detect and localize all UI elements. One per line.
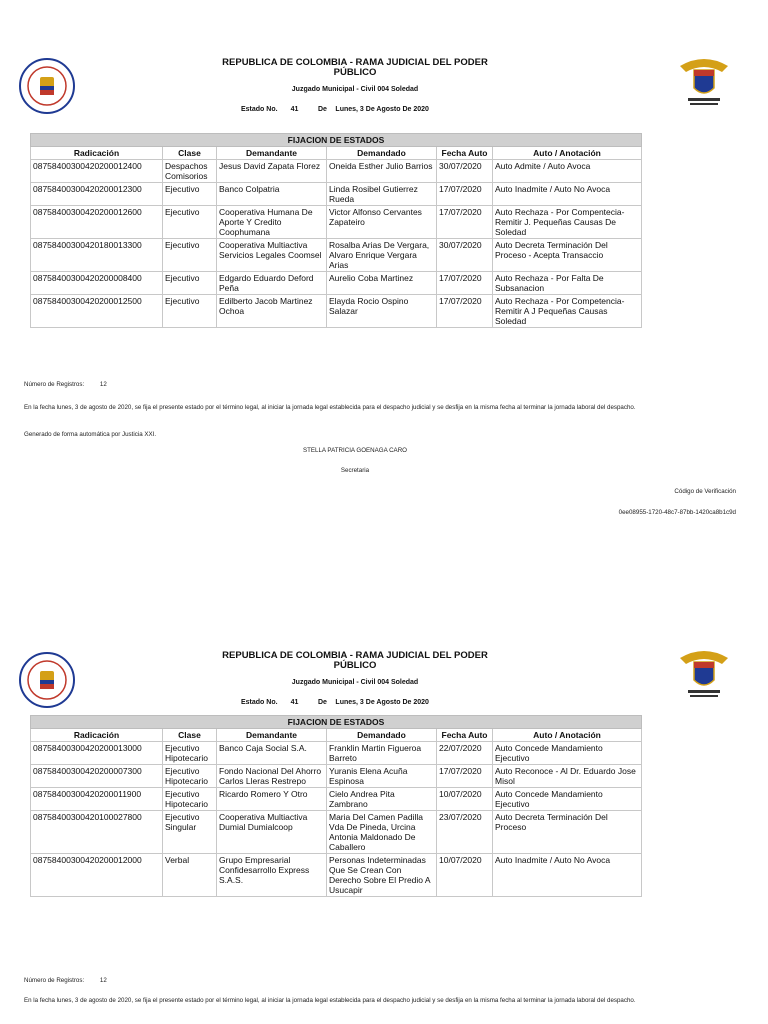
- cell-radicacion: 08758400300420200012400: [31, 160, 163, 183]
- table-row: [31, 742, 642, 765]
- table-body: [31, 742, 642, 897]
- rama-judicial-seal-icon: [18, 57, 76, 115]
- cell-demandante: Cooperativa Multiactiva Dumial Dumialcoop: [217, 811, 327, 854]
- table-row: [31, 272, 642, 295]
- cell-demandado: Personas Indeterminadas Que Se Crean Con Derecho Sobre El Predio A Usucapir: [327, 854, 437, 897]
- cell-radicacion: 08758400300420100027800: [31, 811, 163, 854]
- de-label: De: [317, 699, 327, 706]
- signer-name: STELLA PATRICIA GOENAGA CARO: [303, 447, 407, 454]
- cell-radicacion: 08758400300420200012500: [31, 295, 163, 328]
- cell-demandante: Edgardo Eduardo Deford Peña: [217, 272, 327, 295]
- cell-demandante: Grupo Empresarial Confidesarrollo Express S.A.S.: [217, 854, 327, 897]
- cell-fecha-auto: 22/07/2020: [437, 742, 493, 765]
- cell-fecha-auto: 17/07/2020: [437, 183, 493, 206]
- col-fecha-auto: Fecha Auto: [437, 729, 493, 742]
- cell-clase: Verbal: [163, 854, 217, 897]
- colombia-coat-of-arms-icon: [676, 648, 732, 700]
- cell-fecha-auto: 17/07/2020: [437, 295, 493, 328]
- cell-demandante: Edilberto Jacob Martinez Ochoa: [217, 295, 327, 328]
- cell-clase: Ejecutivo: [163, 239, 217, 272]
- estado-label: Estado No.: [241, 106, 278, 113]
- col-clase: Clase: [163, 729, 217, 742]
- table-row: [31, 854, 642, 897]
- estado-line: [241, 106, 429, 113]
- cell-demandado: Aurelio Coba Martinez: [327, 272, 437, 295]
- cell-demandante: Cooperativa Multiactiva Servicios Legales Coomsel: [217, 239, 327, 272]
- cell-demandante: Banco Colpatria: [217, 183, 327, 206]
- verification-label: Código de Verificación: [674, 488, 736, 495]
- table-caption: FIJACION DE ESTADOS: [31, 716, 642, 729]
- cell-demandado: Linda Rosibel Gutierrez Rueda: [327, 183, 437, 206]
- cell-clase: Ejecutivo Singular: [163, 811, 217, 854]
- cell-fecha-auto: 10/07/2020: [437, 788, 493, 811]
- document-title: REPUBLICA DE COLOMBIA - RAMA JUDICIAL DEL PODER PÚBLICO: [222, 57, 488, 78]
- cell-clase: Ejecutivo Hipotecario: [163, 765, 217, 788]
- verification-code: 0ee08955-1720-48c7-87bb-1420ca8b1c9d: [618, 509, 736, 516]
- cell-demandante: Jesus David Zapata Florez: [217, 160, 327, 183]
- cell-anotacion: Auto Concede Mandamiento Ejecutivo: [493, 788, 642, 811]
- cell-fecha-auto: 23/07/2020: [437, 811, 493, 854]
- cell-anotacion: Auto Reconoce - Al Dr. Eduardo Jose Misol: [493, 765, 642, 788]
- table-row: [31, 160, 642, 183]
- cell-anotacion: Auto Rechaza - Por Compentecia- Remitir J. Pequeñas Causas De Soledad: [493, 206, 642, 239]
- cell-fecha-auto: 17/07/2020: [437, 765, 493, 788]
- col-demandado: Demandado: [327, 729, 437, 742]
- col-demandado: Demandado: [327, 147, 437, 160]
- estado-date: Lunes, 3 De Agosto De 2020: [335, 106, 429, 113]
- court-name: Juzgado Municipal - Civil 004 Soledad: [291, 679, 419, 686]
- cell-demandante: Fondo Nacional Del Ahorro Carlos Lleras Restrepo: [217, 765, 327, 788]
- de-label: De: [317, 106, 327, 113]
- cell-fecha-auto: 30/07/2020: [437, 160, 493, 183]
- cell-anotacion: Auto Decreta Terminación Del Proceso: [493, 811, 642, 854]
- cell-clase: Ejecutivo: [163, 272, 217, 295]
- cell-clase: Ejecutivo: [163, 206, 217, 239]
- col-anotacion: Auto / Anotación: [493, 147, 642, 160]
- cell-anotacion: Auto Inadmite / Auto No Avoca: [493, 854, 642, 897]
- generated-note: Generado de forma automática por Justicia XXI.: [24, 431, 157, 438]
- cell-demandante: Banco Caja Social S.A.: [217, 742, 327, 765]
- cell-radicacion: 08758400300420180013300: [31, 239, 163, 272]
- registros-line: [24, 381, 107, 388]
- col-clase: Clase: [163, 147, 217, 160]
- cell-radicacion: 08758400300420200013000: [31, 742, 163, 765]
- registros-label: Número de Registros:: [24, 381, 85, 388]
- cell-anotacion: Auto Concede Mandamiento Ejecutivo: [493, 742, 642, 765]
- cell-demandado: Yuranis Elena Acuña Espinosa: [327, 765, 437, 788]
- estados-table: [30, 133, 642, 328]
- registros-line: [24, 977, 107, 984]
- cell-radicacion: 08758400300420200007300: [31, 765, 163, 788]
- registros-value: 12: [99, 381, 107, 388]
- estado-label: Estado No.: [241, 699, 278, 706]
- table-row: [31, 788, 642, 811]
- registros-label: Número de Registros:: [24, 977, 85, 984]
- cell-clase: Ejecutivo: [163, 183, 217, 206]
- table-row: [31, 765, 642, 788]
- estado-line: [241, 699, 429, 706]
- table-row: [31, 183, 642, 206]
- cell-radicacion: 08758400300420200011900: [31, 788, 163, 811]
- cell-radicacion: 08758400300420200012300: [31, 183, 163, 206]
- col-radicacion: Radicación: [31, 147, 163, 160]
- estado-number: 41: [290, 106, 299, 113]
- cell-demandado: Cielo Andrea Pita Zambrano: [327, 788, 437, 811]
- col-demandante: Demandante: [217, 147, 327, 160]
- col-anotacion: Auto / Anotación: [493, 729, 642, 742]
- table-row: [31, 239, 642, 272]
- cell-radicacion: 08758400300420200008400: [31, 272, 163, 295]
- court-name: Juzgado Municipal - Civil 004 Soledad: [291, 86, 419, 93]
- signer-role: Secretaria: [340, 467, 370, 474]
- table-row: [31, 811, 642, 854]
- cell-fecha-auto: 30/07/2020: [437, 239, 493, 272]
- cell-clase: Ejecutivo Hipotecario: [163, 788, 217, 811]
- cell-fecha-auto: 17/07/2020: [437, 206, 493, 239]
- cell-demandado: Elayda Rocio Ospino Salazar: [327, 295, 437, 328]
- table-row: [31, 206, 642, 239]
- cell-radicacion: 08758400300420200012600: [31, 206, 163, 239]
- table-caption: FIJACION DE ESTADOS: [31, 134, 642, 147]
- cell-demandante: Ricardo Romero Y Otro: [217, 788, 327, 811]
- estado-number: 41: [290, 699, 299, 706]
- col-fecha-auto: Fecha Auto: [437, 147, 493, 160]
- fijacion-notice: En la fecha lunes, 3 de agosto de 2020, se fija el presente estado por el término legal, al iniciar la jornada legal establecida para el despacho judicial y se desfija en la misma fecha al terminar la jornada laboral del despacho.: [24, 997, 636, 1004]
- cell-anotacion: Auto Decreta Terminación Del Proceso - Acepta Transaccio: [493, 239, 642, 272]
- fijacion-notice: En la fecha lunes, 3 de agosto de 2020, se fija el presente estado por el término legal, al iniciar la jornada legal establecida para el despacho judicial y se desfija en la misma fecha al terminar la jornada laboral del despacho.: [24, 404, 636, 411]
- cell-anotacion: Auto Admite / Auto Avoca: [493, 160, 642, 183]
- cell-anotacion: Auto Rechaza - Por Falta De Subsanacion: [493, 272, 642, 295]
- document-title: REPUBLICA DE COLOMBIA - RAMA JUDICIAL DEL PODER PÚBLICO: [222, 650, 488, 671]
- cell-demandado: Victor Alfonso Cervantes Zapateiro: [327, 206, 437, 239]
- colombia-coat-of-arms-icon: [676, 56, 732, 108]
- cell-demandante: Cooperativa Humana De Aporte Y Credito Coophumana: [217, 206, 327, 239]
- cell-fecha-auto: 10/07/2020: [437, 854, 493, 897]
- cell-demandado: Maria Del Camen Padilla Vda De Pineda, Urcina Antonia Maldonado De Caballero: [327, 811, 437, 854]
- rama-judicial-seal-icon: [18, 651, 76, 709]
- cell-demandado: Franklin Martin Figueroa Barreto: [327, 742, 437, 765]
- table-body: [31, 160, 642, 328]
- cell-radicacion: 08758400300420200012000: [31, 854, 163, 897]
- cell-anotacion: Auto Rechaza - Por Competencia- Remitir A J Pequeñas Causas Soledad: [493, 295, 642, 328]
- col-demandante: Demandante: [217, 729, 327, 742]
- cell-clase: Despachos Comisorios: [163, 160, 217, 183]
- cell-clase: Ejecutivo: [163, 295, 217, 328]
- cell-anotacion: Auto Inadmite / Auto No Avoca: [493, 183, 642, 206]
- table-row: [31, 295, 642, 328]
- cell-clase: Ejecutivo Hipotecario: [163, 742, 217, 765]
- cell-demandado: Oneida Esther Julio Barrios: [327, 160, 437, 183]
- estados-table: [30, 715, 642, 897]
- estado-date: Lunes, 3 De Agosto De 2020: [335, 699, 429, 706]
- cell-fecha-auto: 17/07/2020: [437, 272, 493, 295]
- col-radicacion: Radicación: [31, 729, 163, 742]
- registros-value: 12: [99, 977, 107, 984]
- cell-demandado: Rosalba Arias De Vergara, Alvaro Enrique Vergara Arias: [327, 239, 437, 272]
